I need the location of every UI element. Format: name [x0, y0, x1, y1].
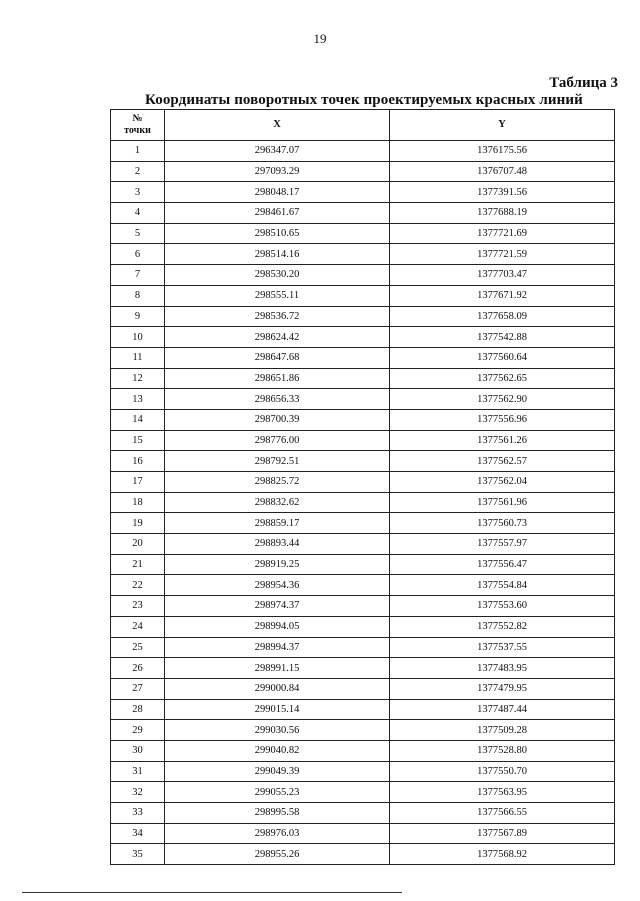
- cell-y: 1377557.97: [390, 534, 615, 555]
- cell-x: 299000.84: [165, 678, 390, 699]
- cell-x: 299055.23: [165, 782, 390, 803]
- cell-x: 298651.86: [165, 368, 390, 389]
- cell-y: 1377566.55: [390, 803, 615, 824]
- table-row: [111, 782, 615, 803]
- cell-point-number: 8: [111, 285, 165, 306]
- cell-point-number: 17: [111, 472, 165, 493]
- table-row: [111, 492, 615, 513]
- table-row: [111, 430, 615, 451]
- cell-point-number: 22: [111, 575, 165, 596]
- cell-point-number: 21: [111, 554, 165, 575]
- cell-x: 298955.26: [165, 844, 390, 865]
- cell-y: 1377703.47: [390, 265, 615, 286]
- cell-x: 298919.25: [165, 554, 390, 575]
- cell-x: 298647.68: [165, 347, 390, 368]
- cell-point-number: 10: [111, 327, 165, 348]
- table-row: [111, 182, 615, 203]
- cell-y: 1377552.82: [390, 616, 615, 637]
- cell-x: 299030.56: [165, 720, 390, 741]
- cell-x: 298995.58: [165, 803, 390, 824]
- cell-x: 298776.00: [165, 430, 390, 451]
- cell-y: 1377562.90: [390, 389, 615, 410]
- table-row: [111, 327, 615, 348]
- cell-y: 1377487.44: [390, 699, 615, 720]
- cell-x: 298048.17: [165, 182, 390, 203]
- cell-y: 1377562.65: [390, 368, 615, 389]
- cell-point-number: 14: [111, 409, 165, 430]
- cell-x: 298893.44: [165, 534, 390, 555]
- table-row: [111, 761, 615, 782]
- table-row: [111, 575, 615, 596]
- column-header-point-word: точки: [124, 125, 151, 136]
- cell-x: 299015.14: [165, 699, 390, 720]
- cell-y: 1376175.56: [390, 141, 615, 162]
- cell-point-number: 20: [111, 534, 165, 555]
- table-row: [111, 678, 615, 699]
- cell-x: 298514.16: [165, 244, 390, 265]
- cell-y: 1377553.60: [390, 596, 615, 617]
- cell-x: 298832.62: [165, 492, 390, 513]
- table-row: [111, 823, 615, 844]
- cell-y: 1376707.48: [390, 161, 615, 182]
- table-row: [111, 513, 615, 534]
- table-row: [111, 409, 615, 430]
- cell-y: 1377391.56: [390, 182, 615, 203]
- cell-y: 1377528.80: [390, 740, 615, 761]
- cell-y: 1377721.59: [390, 244, 615, 265]
- cell-y: 1377560.73: [390, 513, 615, 534]
- cell-x: 298555.11: [165, 285, 390, 306]
- table-row: [111, 472, 615, 493]
- cell-point-number: 35: [111, 844, 165, 865]
- cell-y: 1377556.96: [390, 409, 615, 430]
- cell-point-number: 12: [111, 368, 165, 389]
- table-title: Координаты поворотных точек проектируемых красных линий: [145, 92, 583, 108]
- cell-y: 1377550.70: [390, 761, 615, 782]
- table-row: [111, 368, 615, 389]
- table-label: Таблица 3: [549, 75, 618, 91]
- cell-y: 1377561.96: [390, 492, 615, 513]
- cell-point-number: 15: [111, 430, 165, 451]
- table-row: [111, 637, 615, 658]
- cell-point-number: 16: [111, 451, 165, 472]
- cell-x: 297093.29: [165, 161, 390, 182]
- cell-x: 299049.39: [165, 761, 390, 782]
- cell-x: 298994.37: [165, 637, 390, 658]
- table-body: [111, 141, 615, 865]
- table-row: [111, 244, 615, 265]
- cell-point-number: 25: [111, 637, 165, 658]
- cell-point-number: 23: [111, 596, 165, 617]
- column-header-y: Y: [390, 110, 615, 141]
- table-row: [111, 203, 615, 224]
- cell-y: 1377556.47: [390, 554, 615, 575]
- table-row: [111, 347, 615, 368]
- cell-x: 298976.03: [165, 823, 390, 844]
- column-header-point-number: [111, 110, 165, 141]
- cell-x: 298530.20: [165, 265, 390, 286]
- cell-point-number: 31: [111, 761, 165, 782]
- cell-point-number: 18: [111, 492, 165, 513]
- cell-x: 298624.42: [165, 327, 390, 348]
- cell-point-number: 9: [111, 306, 165, 327]
- table-row: [111, 265, 615, 286]
- cell-point-number: 30: [111, 740, 165, 761]
- cell-point-number: 2: [111, 161, 165, 182]
- page-number: 19: [313, 31, 327, 46]
- cell-y: 1377721.69: [390, 223, 615, 244]
- table-header-row: [111, 110, 615, 141]
- table-row: [111, 451, 615, 472]
- column-header-number-sign: №: [132, 113, 143, 124]
- cell-x: 299040.82: [165, 740, 390, 761]
- cell-x: 298825.72: [165, 472, 390, 493]
- cell-point-number: 24: [111, 616, 165, 637]
- cell-y: 1377671.92: [390, 285, 615, 306]
- table-row: [111, 141, 615, 162]
- cell-point-number: 27: [111, 678, 165, 699]
- cell-point-number: 7: [111, 265, 165, 286]
- coordinates-table: [110, 109, 615, 865]
- table-row: [111, 389, 615, 410]
- cell-y: 1377563.95: [390, 782, 615, 803]
- cell-point-number: 11: [111, 347, 165, 368]
- cell-point-number: 28: [111, 699, 165, 720]
- cell-point-number: 29: [111, 720, 165, 741]
- table-row: [111, 844, 615, 865]
- table-row: [111, 616, 615, 637]
- cell-y: 1377567.89: [390, 823, 615, 844]
- cell-point-number: 34: [111, 823, 165, 844]
- table-row: [111, 720, 615, 741]
- cell-y: 1377561.26: [390, 430, 615, 451]
- cell-x: 298994.05: [165, 616, 390, 637]
- cell-y: 1377658.09: [390, 306, 615, 327]
- cell-x: 298859.17: [165, 513, 390, 534]
- cell-x: 298792.51: [165, 451, 390, 472]
- cell-y: 1377542.88: [390, 327, 615, 348]
- cell-x: 298536.72: [165, 306, 390, 327]
- table-row: [111, 534, 615, 555]
- table-row: [111, 161, 615, 182]
- column-header-x: X: [165, 110, 390, 141]
- cell-x: 298954.36: [165, 575, 390, 596]
- cell-point-number: 5: [111, 223, 165, 244]
- table-row: [111, 699, 615, 720]
- cell-x: 298700.39: [165, 409, 390, 430]
- cell-point-number: 33: [111, 803, 165, 824]
- cell-point-number: 26: [111, 658, 165, 679]
- cell-point-number: 32: [111, 782, 165, 803]
- cell-x: 298991.15: [165, 658, 390, 679]
- cell-y: 1377562.57: [390, 451, 615, 472]
- cell-x: 298461.67: [165, 203, 390, 224]
- cell-y: 1377688.19: [390, 203, 615, 224]
- footer-rule: [22, 892, 402, 893]
- cell-point-number: 13: [111, 389, 165, 410]
- cell-x: 296347.07: [165, 141, 390, 162]
- cell-y: 1377537.55: [390, 637, 615, 658]
- cell-y: 1377479.95: [390, 678, 615, 699]
- cell-y: 1377483.95: [390, 658, 615, 679]
- cell-x: 298656.33: [165, 389, 390, 410]
- cell-y: 1377568.92: [390, 844, 615, 865]
- cell-y: 1377554.84: [390, 575, 615, 596]
- table-row: [111, 596, 615, 617]
- cell-x: 298974.37: [165, 596, 390, 617]
- table-row: [111, 306, 615, 327]
- cell-point-number: 6: [111, 244, 165, 265]
- cell-point-number: 4: [111, 203, 165, 224]
- table-row: [111, 658, 615, 679]
- table-row: [111, 285, 615, 306]
- cell-y: 1377562.04: [390, 472, 615, 493]
- cell-point-number: 3: [111, 182, 165, 203]
- cell-point-number: 19: [111, 513, 165, 534]
- table-row: [111, 740, 615, 761]
- cell-y: 1377509.28: [390, 720, 615, 741]
- cell-y: 1377560.64: [390, 347, 615, 368]
- table-row: [111, 803, 615, 824]
- table-row: [111, 554, 615, 575]
- cell-x: 298510.65: [165, 223, 390, 244]
- table-row: [111, 223, 615, 244]
- cell-point-number: 1: [111, 141, 165, 162]
